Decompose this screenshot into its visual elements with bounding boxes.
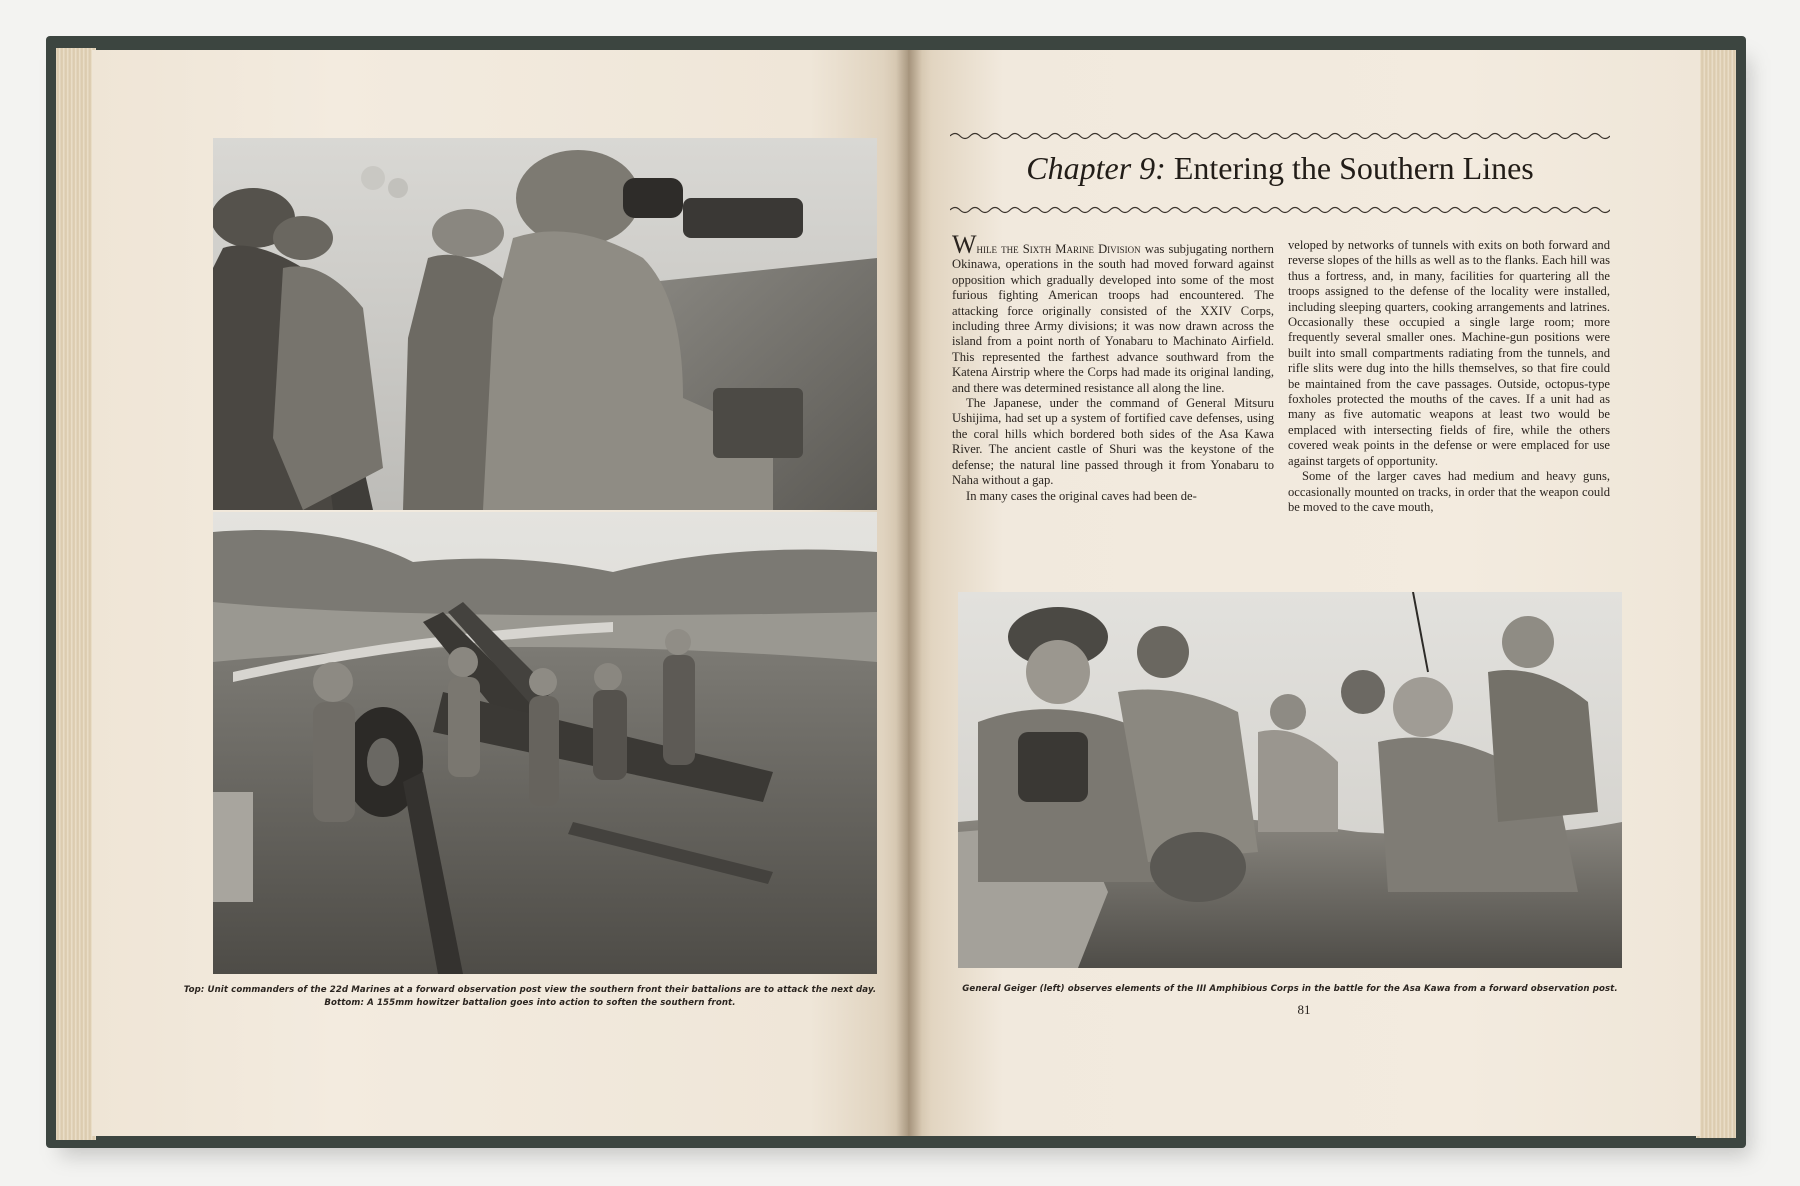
caption-bottom-line: Bottom: A 155mm howitzer battalion goes into action to soften the southern front. xyxy=(324,998,736,1008)
wavy-rule-top xyxy=(950,130,1610,142)
lead-small-caps: hile the Sixth Marine Division xyxy=(976,242,1141,256)
paragraph-3: In many cases the original caves had been de- xyxy=(966,488,1197,503)
caption-top-line: Top: Unit commanders of the 22d Marines at a forward observation post view the southern front their battalions are to attack the next day. xyxy=(183,985,877,995)
drop-cap: W xyxy=(952,230,977,259)
paragraph-2: The Japanese, under the command of General Mitsuru Ushijima, had set up a system of fortified cave defenses, using the coral hills which bordered both sides of the Asa Kawa River. The ancient castle of Shuri was the keystone of the defense; the natural line passed through it from Yonabaru to Naha without a gap. xyxy=(952,396,1274,488)
page-edges-right xyxy=(1696,50,1736,1138)
left-photo-caption xyxy=(150,984,910,1010)
chapter-label: Chapter 9: xyxy=(1026,150,1166,186)
wavy-rule-bottom xyxy=(950,204,1610,216)
page-edges-left xyxy=(56,48,96,1140)
paragraph-1 xyxy=(952,230,1274,396)
paragraph-5: Some of the larger caves had medium and heavy guns, occasionally mounted on tracks, in order that the weapon could be moved to the cave mouth, xyxy=(1288,469,1610,514)
paragraph-4: veloped by networks of tunnels with exits on both forward and reverse slopes of the hills as well as to the flanks. Each hill was thus a fortress, and, in many, facilities for quartering all the troops assigned to the defense of the locality were installed, including sleeping quarters, cooking arrangements and latrines. Occasionally these occupied a single large room; more frequently several smaller ones. Machine-gun positions were built into small compartments radiating from the tunnels, and rifle slits were dug into the hills themselves, so that fire could be maintained from the cave passages. Outside, octopus-type foxholes protected the mouths of the caves. If a unit had as many as five automatic weapons at least two would be emplaced with intersecting fields of fire, while the others covered weak points in the defense or were emplaced for use against targets of opportunity. xyxy=(1288,238,1610,468)
chapter-heading xyxy=(950,150,1610,194)
paragraph-1-text: was subjugating northern Okinawa, operations in the south had moved forward against opposition which gradually developed into some of the most furious fighting American troops had encountered. The attacking force originally consisted of the XXIV Corps, including three Army divisions; it was now drawn across the island from a point north of Yonabaru to Machinato Airfield. This represented the farthest advance southward from the Katena Airstrip where the Corps had made its original landing, and there was determined resistance all along the line. xyxy=(952,242,1274,395)
right-photo-caption: General Geiger (left) observes elements of the III Amphibious Corps in the battle for the Asa Kawa from a forward observation post. xyxy=(962,984,1618,994)
photo-observation-post xyxy=(213,138,877,510)
text-column-right xyxy=(1288,238,1610,515)
book-gutter xyxy=(896,50,922,1136)
photo-general-geiger xyxy=(958,592,1622,968)
text-column-left xyxy=(952,230,1274,504)
page-number: 81 xyxy=(1297,1002,1311,1017)
photo-howitzer-battalion xyxy=(213,512,877,974)
chapter-title-text: Entering the Southern Lines xyxy=(1173,150,1534,186)
